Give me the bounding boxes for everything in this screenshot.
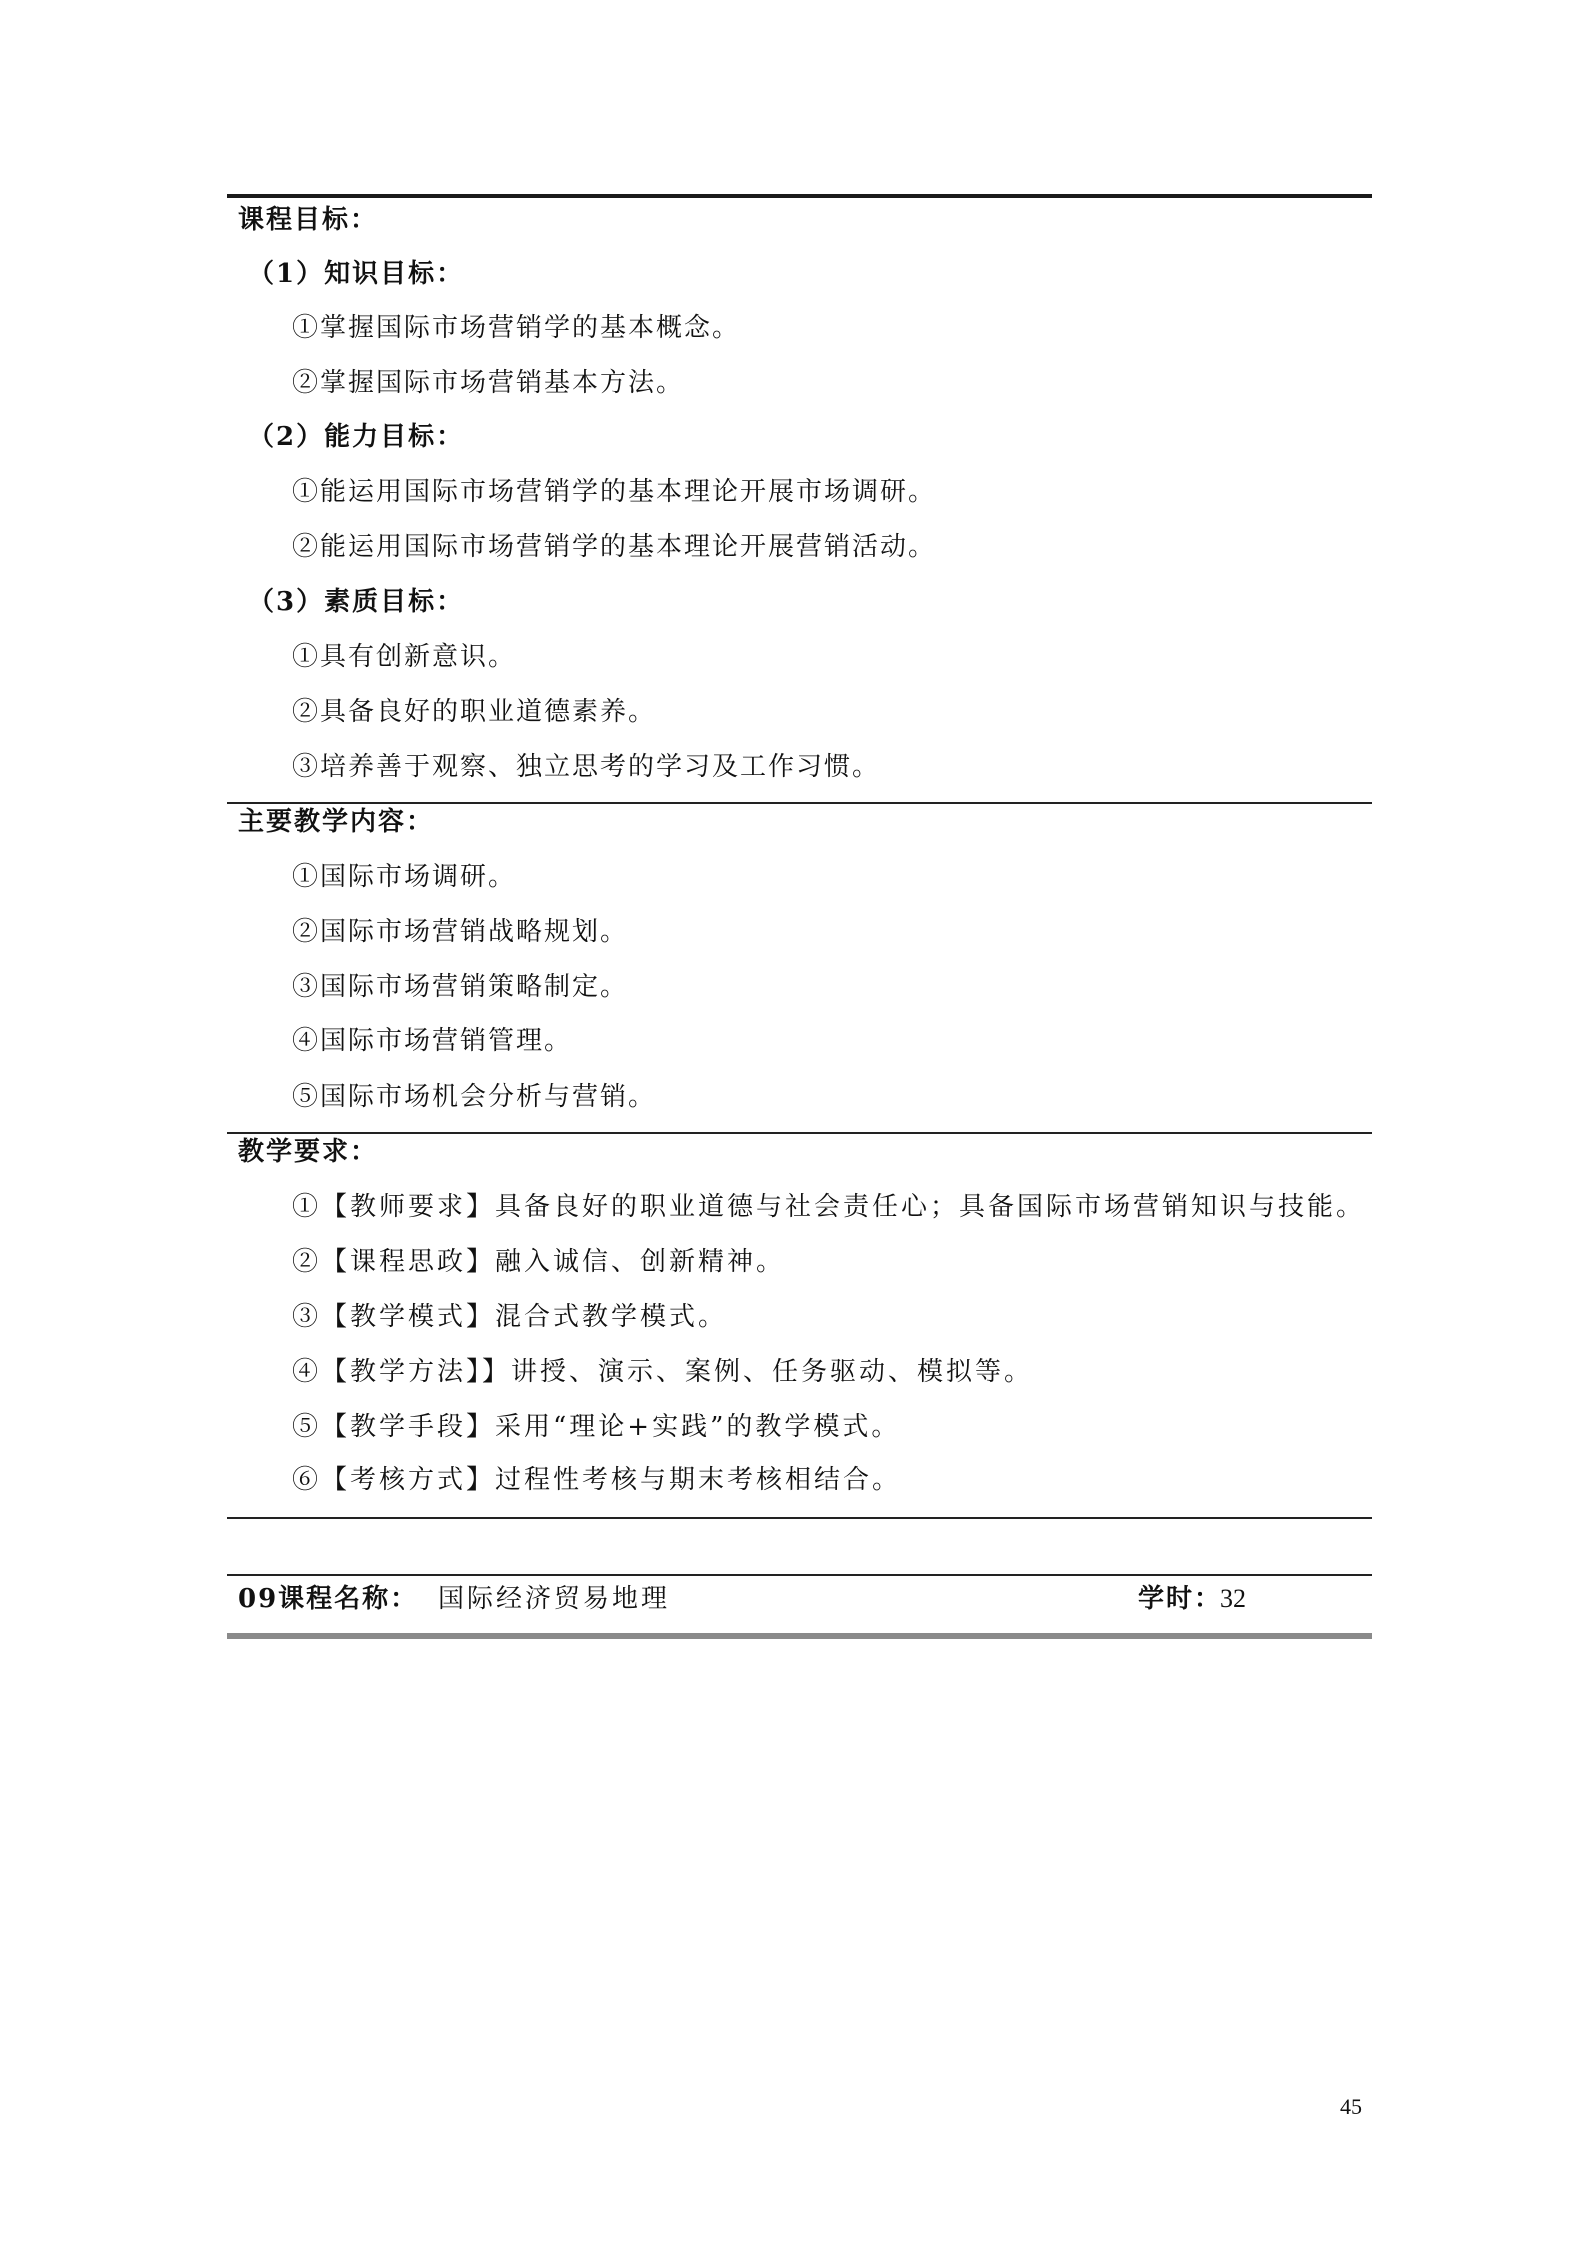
objectives-heading: 课程目标： bbox=[238, 205, 379, 235]
content-heading: 主要教学内容： bbox=[238, 807, 435, 837]
ability-objective-item: ②能运用国际市场营销学的基本理论开展营销活动。 bbox=[292, 532, 937, 562]
course-name-value: 国际经济贸易地理 bbox=[438, 1584, 671, 1614]
quality-objective-item: ①具有创新意识。 bbox=[292, 642, 517, 672]
quality-objectives-title: （3）素质目标： bbox=[248, 587, 465, 617]
content-item: ⑤国际市场机会分析与营销。 bbox=[292, 1082, 657, 1112]
section-divider bbox=[227, 802, 1372, 804]
quality-objective-item: ③培养善于观察、独立思考的学习及工作习惯。 bbox=[292, 752, 881, 782]
requirement-item: ③【教学模式】混合式教学模式。 bbox=[292, 1302, 728, 1332]
ability-objectives-title: （2）能力目标： bbox=[248, 422, 465, 452]
requirement-item: ⑤【教学手段】采用“理论+实践”的教学模式。 bbox=[292, 1412, 901, 1442]
section-divider bbox=[227, 1132, 1372, 1134]
content-item: ②国际市场营销战略规划。 bbox=[292, 917, 629, 947]
next-course-header bbox=[238, 1579, 1372, 1619]
knowledge-objective-item: ①掌握国际市场营销学的基本概念。 bbox=[292, 313, 741, 343]
section-end-rule bbox=[227, 1517, 1372, 1519]
content-item: ③国际市场营销策略制定。 bbox=[292, 972, 629, 1002]
ability-objective-item: ①能运用国际市场营销学的基本理论开展市场调研。 bbox=[292, 477, 937, 507]
course-name-label: 09课程名称： bbox=[238, 1584, 419, 1614]
content-item: ④国际市场营销管理。 bbox=[292, 1026, 573, 1056]
top-rule bbox=[227, 194, 1372, 198]
page-number: 45 bbox=[1340, 2094, 1362, 2119]
course-hours-label: 学时： bbox=[1138, 1584, 1223, 1614]
requirement-item: ⑥【考核方式】过程性考核与期末考核相结合。 bbox=[292, 1465, 902, 1495]
content-item: ①国际市场调研。 bbox=[292, 862, 517, 892]
requirement-item: ④【教学方法】】讲授、演示、案例、任务驱动、模拟等。 bbox=[292, 1357, 1034, 1387]
course-hours-value: 32 bbox=[1220, 1584, 1246, 1613]
course-header-bottom-rule bbox=[227, 1633, 1372, 1639]
knowledge-objectives-title: （1）知识目标： bbox=[248, 259, 465, 289]
quality-objective-item: ②具备良好的职业道德素养。 bbox=[292, 697, 657, 727]
course-header-top-rule bbox=[227, 1574, 1372, 1576]
knowledge-objective-item: ②掌握国际市场营销基本方法。 bbox=[292, 368, 685, 398]
requirement-item: ②【课程思政】融入诚信、创新精神。 bbox=[292, 1247, 786, 1277]
requirement-item: ①【教师要求】具备良好的职业道德与社会责任心；具备国际市场营销知识与技能。 bbox=[292, 1192, 1366, 1222]
requirements-heading: 教学要求： bbox=[238, 1137, 379, 1167]
